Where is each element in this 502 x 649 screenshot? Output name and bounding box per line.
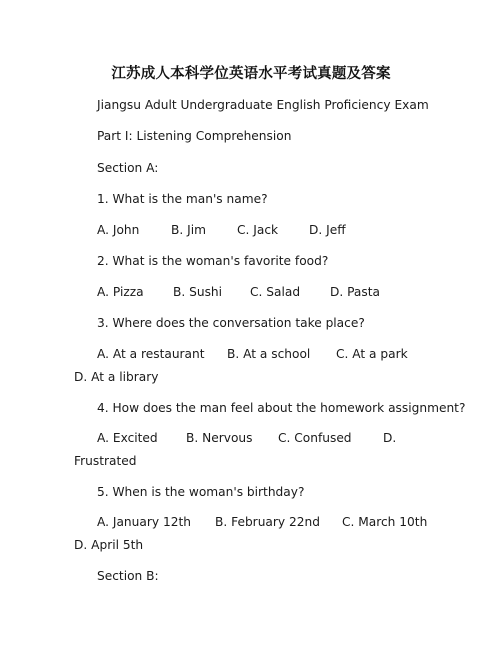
question-4-text: 4. How does the man feel about the homework assignment? (97, 401, 466, 415)
question-2-option-d: D. Pasta (330, 285, 380, 299)
question-5-option-c: C. March 10th (342, 515, 428, 529)
question-4-option-d-wrap: Frustrated (74, 454, 137, 468)
question-3-option-a: A. At a restaurant (97, 347, 205, 361)
question-1-text: 1. What is the man's name? (97, 192, 268, 206)
question-3-text: 3. Where does the conversation take place? (97, 316, 365, 330)
question-1-option-c: C. Jack (237, 223, 279, 237)
question-4-option-d: D. (383, 431, 397, 445)
question-4-option-b: B. Nervous (186, 431, 253, 445)
question-2-text: 2. What is the woman's favorite food? (97, 254, 329, 268)
part-heading: Part I: Listening Comprehension (97, 129, 292, 143)
question-5-option-d: D. April 5th (74, 538, 144, 552)
question-1-option-d: D. Jeff (309, 223, 346, 237)
question-5-text: 5. When is the woman's birthday? (97, 485, 305, 499)
question-3-option-c: C. At a park (336, 347, 408, 361)
question-4-option-a: A. Excited (97, 431, 158, 445)
question-3-option-d: D. At a library (74, 370, 159, 384)
question-1-option-b: B. Jim (171, 223, 206, 237)
question-2-option-a: A. Pizza (97, 285, 144, 299)
question-2-option-c: C. Salad (250, 285, 301, 299)
question-4-option-c: C. Confused (278, 431, 352, 445)
document-title: 江苏成人本科学位英语水平考试真题及答案 (111, 66, 391, 82)
question-2-option-b: B. Sushi (173, 285, 223, 299)
section-a-heading: Section A: (97, 161, 159, 175)
section-b-heading: Section B: (97, 569, 159, 583)
question-5-option-a: A. January 12th (97, 515, 191, 529)
question-3-option-b: B. At a school (227, 347, 311, 361)
question-5-option-b: B. February 22nd (215, 515, 320, 529)
exam-subtitle: Jiangsu Adult Undergraduate English Proficiency Exam (97, 98, 429, 112)
question-1-option-a: A. John (97, 223, 140, 237)
